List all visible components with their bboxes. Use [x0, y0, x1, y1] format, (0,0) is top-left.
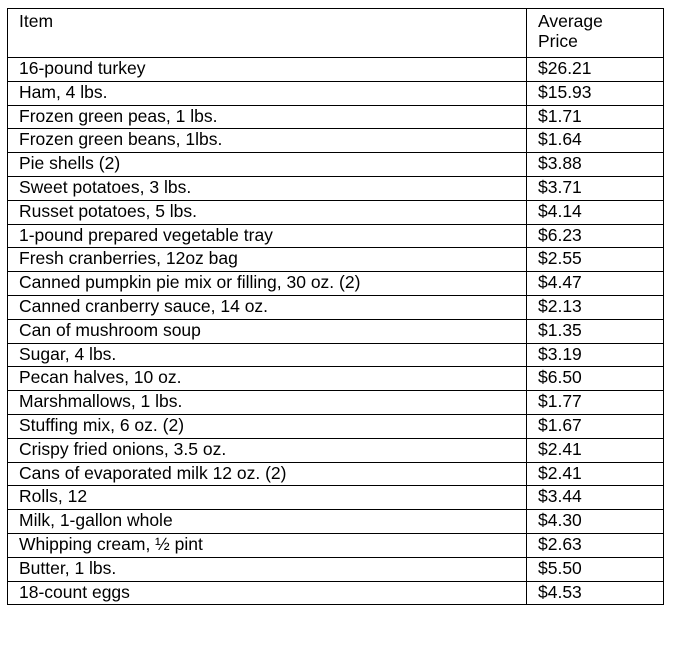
- price-cell: $1.77: [527, 391, 664, 415]
- item-cell: Frozen green peas, 1 lbs.: [8, 105, 527, 129]
- item-cell: Can of mushroom soup: [8, 319, 527, 343]
- item-cell: Fresh cranberries, 12oz bag: [8, 248, 527, 272]
- table-row: [8, 248, 664, 272]
- table-row: [8, 319, 664, 343]
- price-cell: $4.47: [527, 272, 664, 296]
- item-cell: Marshmallows, 1 lbs.: [8, 391, 527, 415]
- table-row: [8, 153, 664, 177]
- table-row: [8, 414, 664, 438]
- item-cell: Sweet potatoes, 3 lbs.: [8, 176, 527, 200]
- table-row: [8, 557, 664, 581]
- table-row: [8, 486, 664, 510]
- price-cell: $5.50: [527, 557, 664, 581]
- item-cell: Crispy fried onions, 3.5 oz.: [8, 438, 527, 462]
- item-cell: Russet potatoes, 5 lbs.: [8, 200, 527, 224]
- column-header-item: Item: [8, 9, 527, 58]
- price-cell: $3.19: [527, 343, 664, 367]
- table-row: [8, 367, 664, 391]
- price-cell: $2.63: [527, 533, 664, 557]
- item-cell: Butter, 1 lbs.: [8, 557, 527, 581]
- table-row: [8, 295, 664, 319]
- item-cell: 16-pound turkey: [8, 58, 527, 82]
- item-cell: Rolls, 12: [8, 486, 527, 510]
- item-cell: Pie shells (2): [8, 153, 527, 177]
- price-cell: $1.64: [527, 129, 664, 153]
- price-cell: $3.44: [527, 486, 664, 510]
- table-row: [8, 533, 664, 557]
- price-cell: $15.93: [527, 81, 664, 105]
- price-cell: $6.23: [527, 224, 664, 248]
- price-cell: $6.50: [527, 367, 664, 391]
- column-header-price-line-2: Price: [538, 31, 578, 51]
- price-cell: $3.71: [527, 176, 664, 200]
- table-row: [8, 510, 664, 534]
- price-cell: $2.41: [527, 438, 664, 462]
- price-cell: $2.13: [527, 295, 664, 319]
- table-row: [8, 129, 664, 153]
- table-row: [8, 200, 664, 224]
- item-cell: Canned pumpkin pie mix or filling, 30 oz. (2): [8, 272, 527, 296]
- item-cell: Canned cranberry sauce, 14 oz.: [8, 295, 527, 319]
- price-cell: $26.21: [527, 58, 664, 82]
- table-row: [8, 224, 664, 248]
- table-row: [8, 81, 664, 105]
- item-cell: Pecan halves, 10 oz.: [8, 367, 527, 391]
- table-row: [8, 105, 664, 129]
- table-body: [8, 58, 664, 605]
- item-cell: Milk, 1-gallon whole: [8, 510, 527, 534]
- price-cell: $4.30: [527, 510, 664, 534]
- table-row: [8, 462, 664, 486]
- table-row: [8, 176, 664, 200]
- table-row: [8, 343, 664, 367]
- table-row: [8, 391, 664, 415]
- item-cell: Cans of evaporated milk 12 oz. (2): [8, 462, 527, 486]
- item-cell: 18-count eggs: [8, 581, 527, 605]
- price-cell: $4.53: [527, 581, 664, 605]
- table-row: [8, 581, 664, 605]
- item-cell: Ham, 4 lbs.: [8, 81, 527, 105]
- price-table: [7, 8, 664, 605]
- table-row: [8, 58, 664, 82]
- table-row: [8, 438, 664, 462]
- price-cell: $2.41: [527, 462, 664, 486]
- price-cell: $2.55: [527, 248, 664, 272]
- price-cell: $4.14: [527, 200, 664, 224]
- item-cell: Frozen green beans, 1lbs.: [8, 129, 527, 153]
- price-cell: $1.35: [527, 319, 664, 343]
- item-cell: 1-pound prepared vegetable tray: [8, 224, 527, 248]
- column-header-price: [527, 9, 664, 58]
- column-header-price-line-1: Average: [538, 11, 603, 31]
- item-cell: Whipping cream, ½ pint: [8, 533, 527, 557]
- price-cell: $1.71: [527, 105, 664, 129]
- price-cell: $1.67: [527, 414, 664, 438]
- price-cell: $3.88: [527, 153, 664, 177]
- table-header-row: [8, 9, 664, 58]
- item-cell: Sugar, 4 lbs.: [8, 343, 527, 367]
- table-row: [8, 272, 664, 296]
- item-cell: Stuffing mix, 6 oz. (2): [8, 414, 527, 438]
